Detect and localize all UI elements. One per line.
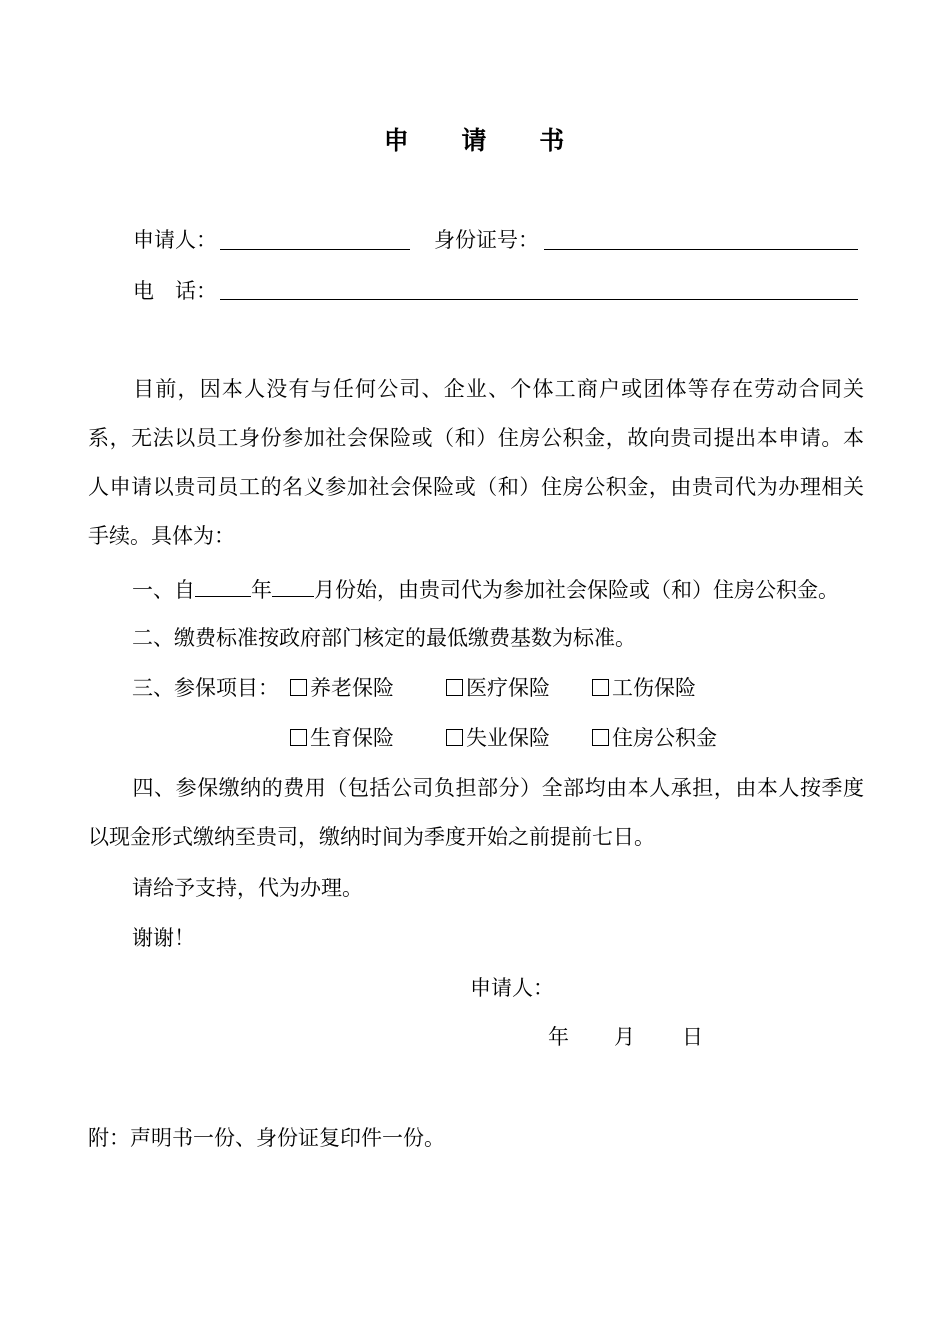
- insurance-option-unemployment[interactable]: 失业保险: [446, 728, 550, 749]
- checkbox-icon[interactable]: [290, 679, 307, 696]
- insurance-option-housing-fund[interactable]: 住房公积金: [592, 728, 717, 749]
- date-day: 日: [682, 1025, 703, 1049]
- checkbox-icon[interactable]: [446, 729, 463, 746]
- item-1: 一、自 年 月份始，由贵司代为参加社会保险或（和）住房公积金。: [132, 578, 839, 602]
- intro-paragraph: 目前，因本人没有与任何公司、企业、个体工商户或团体等存在劳动合同关系，无法以员工身份参加社会保险或（和）住房公积金，故向贵司提出本申请。本人申请以贵司员工的名义参加社会保险或（和）住房公积金，由贵司代为办理相关手续。具体为：: [88, 377, 864, 548]
- checkbox-icon[interactable]: [290, 729, 307, 746]
- checkbox-icon[interactable]: [592, 729, 609, 746]
- phone-label: 电 话：: [133, 279, 217, 303]
- id-number-label: 身份证号：: [434, 228, 539, 252]
- checkbox-icon[interactable]: [592, 679, 609, 696]
- signature-applicant-label: 申请人：: [470, 976, 554, 1000]
- id-number-field[interactable]: [544, 249, 858, 250]
- document-title: 申 请 书: [383, 126, 587, 155]
- insurance-option-pension[interactable]: 养老保险: [290, 678, 394, 699]
- insurance-option-medical[interactable]: 医疗保险: [446, 678, 550, 699]
- checkbox-icon[interactable]: [446, 679, 463, 696]
- applicant-name-field[interactable]: [220, 249, 410, 250]
- date-month: 月: [614, 1025, 635, 1049]
- item-2: 二、缴费标准按政府部门核定的最低缴费基数为标准。: [132, 626, 636, 650]
- start-month-field[interactable]: [272, 578, 314, 597]
- insurance-option-maternity[interactable]: 生育保险: [290, 728, 394, 749]
- attachment-note: 附：声明书一份、身份证复印件一份。: [88, 1126, 445, 1150]
- phone-field[interactable]: [220, 299, 858, 300]
- start-year-field[interactable]: [195, 578, 251, 597]
- date-year: 年: [548, 1025, 569, 1049]
- insurance-option-injury[interactable]: 工伤保险: [592, 678, 696, 699]
- applicant-label: 申请人：: [133, 228, 217, 252]
- thanks-text: 谢谢！: [132, 926, 195, 950]
- request-text: 请给予支持，代为办理。: [132, 876, 363, 900]
- item-3-label: 三、参保项目：: [132, 676, 279, 700]
- item-4: 四、参保缴纳的费用（包括公司负担部分）全部均由本人承担，由本人按季度以现金形式缴纳至贵司，缴纳时间为季度开始之前提前七日。: [88, 776, 864, 849]
